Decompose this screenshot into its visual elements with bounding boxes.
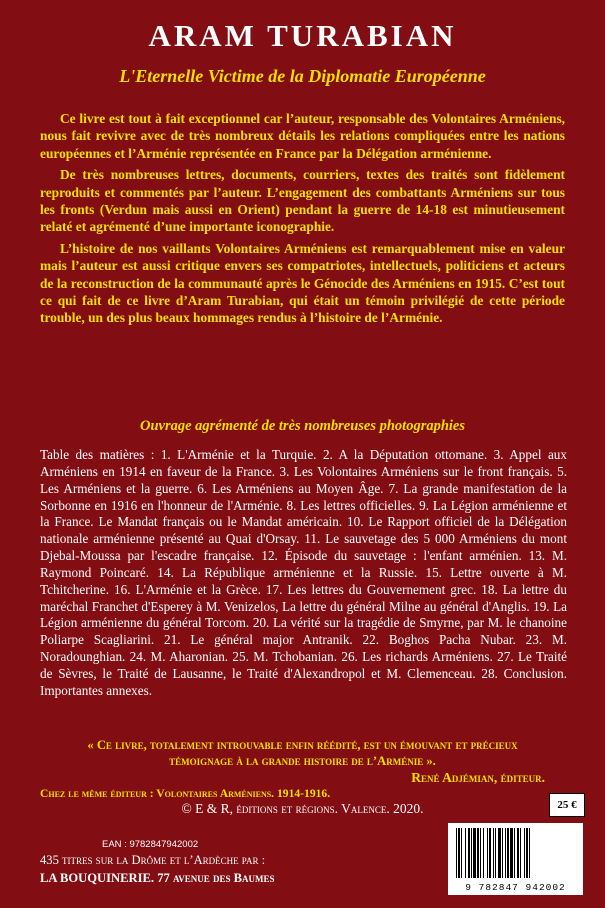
- quote-text: « Ce livre, totalement introuvable enfin réédité, est un émouvant et précieux témoignage à la grande histoire de l’Arménie ».: [87, 738, 518, 768]
- book-subtitle: L'Eternelle Victime de la Diplomatie Européenne: [119, 66, 486, 86]
- description-paragraph: L’histoire de nos vaillants Volontaires Arméniens est remarquablement mise en valeur mais l’auteur est aussi critique envers ses compatriotes, intellectuels, politiciens et acteurs de la reconstruction de la communauté après le Génocide des Arméniens en 1915. C’est tout ce qui fait de ce livre d’Aram Turabian, qui était un témoin privilégié de cette période trouble, un des plus beaux hommages rendus à l’histoire de l’Arménie.: [40, 240, 565, 326]
- titles-count-line: 435 titres sur la Drôme et l’Ardèche par :: [40, 853, 266, 867]
- copyright-line: © E & R, éditions et régions. Valence. 2020.: [181, 801, 424, 816]
- barcode: [448, 823, 583, 895]
- description-paragraph: Ce livre est tout à fait exceptionnel car l’auteur, responsable des Volontaires Arméniens, nous fait revivre avec de très nombreux détails les relations compliquées entre les nations européennes et l’Arménie représentée en France par la Délégation arménienne.: [40, 111, 565, 161]
- photos-note: Ouvrage agrémenté de très nombreuses photographies: [139, 418, 466, 434]
- same-editor-note: Chez le même éditeur : Volontaires Arméniens. 1914-1916.: [40, 787, 331, 800]
- barcode-bars-icon: [454, 828, 577, 878]
- bookshop-address: LA BOUQUINERIE. 77 avenue des Baumes: [40, 871, 275, 885]
- book-title: ARAM TURABIAN: [148, 18, 457, 53]
- table-of-contents: Table des matières : 1. L'Arménie et la Turquie. 2. A la Députation ottomane. 3. Appel aux Arméniens en 1914 en faveur de la France. 3. Les Volontaires Arméniens sur le front français. 5. Les Arméniens et la guerre. 6. Les Arméniens au Moyen Âge. 7. La grande manifestation de la Sorbonne en 1916 en l'honneur de l'Arménie. 8. Les lettres officielles. 9. La Légion arménienne et la France. Le Mandat français ou le Mandat américain. 10. Le Rapport officiel de la Délégation nationale arménienne présenté au Quai d'Orsay. 11. Le sauvetage des 5 000 Arméniens du mont Djebal-Moussa par l'escadre française. 12. Épisode du sauvetage : l'enfant arménien. 13. M. Raymond Poincaré. 14. La République arménienne et la Russie. 15. Lettre ouverte à M. Tchitcherine. 16. L'Arménie et la Grèce. 17. Les lettres du Gouvernement grec. 18. La lettre du maréchal Franchet d'Esperey à M. Venizelos, La lettre du général Milne au général d'Anglis. 19. La Légion arménienne du général Torcom. 20. La vérité sur la tragédie de Smyrne, par M. le chanoine Poliarpe Scagliarini. 21. Le général major Antranik. 22. Boghos Pacha Nubar. 23. M. Noradounghian. 24. M. Aharonian. 25. M. Tchobanian. 26. Les richards Arméniens. 27. Le Traité de Sèvres, le Traité de Lausanne, le Traité d'Alexandropol et M. Clemenceau. 28. Conclusion. Importantes annexes.: [40, 447, 567, 698]
- description-paragraph: De très nombreuses lettres, documents, courriers, textes des traités sont fidèlement reproduits et commentés par l’auteur. L’engagement des combattants Arméniens sur tous les fronts (Verdun mais aussi en Orient) pendant la guerre de 14-18 est minutieusement relaté et agrémenté d’une importante iconographie.: [40, 167, 565, 235]
- price-tag: 25 €: [549, 793, 585, 817]
- quote-author: René Adjémian, éditeur.: [411, 770, 545, 785]
- book-description: [40, 110, 565, 331]
- ean-code: EAN : 9782847942002: [102, 839, 199, 850]
- barcode-digits: 9 782847 942002: [465, 882, 566, 893]
